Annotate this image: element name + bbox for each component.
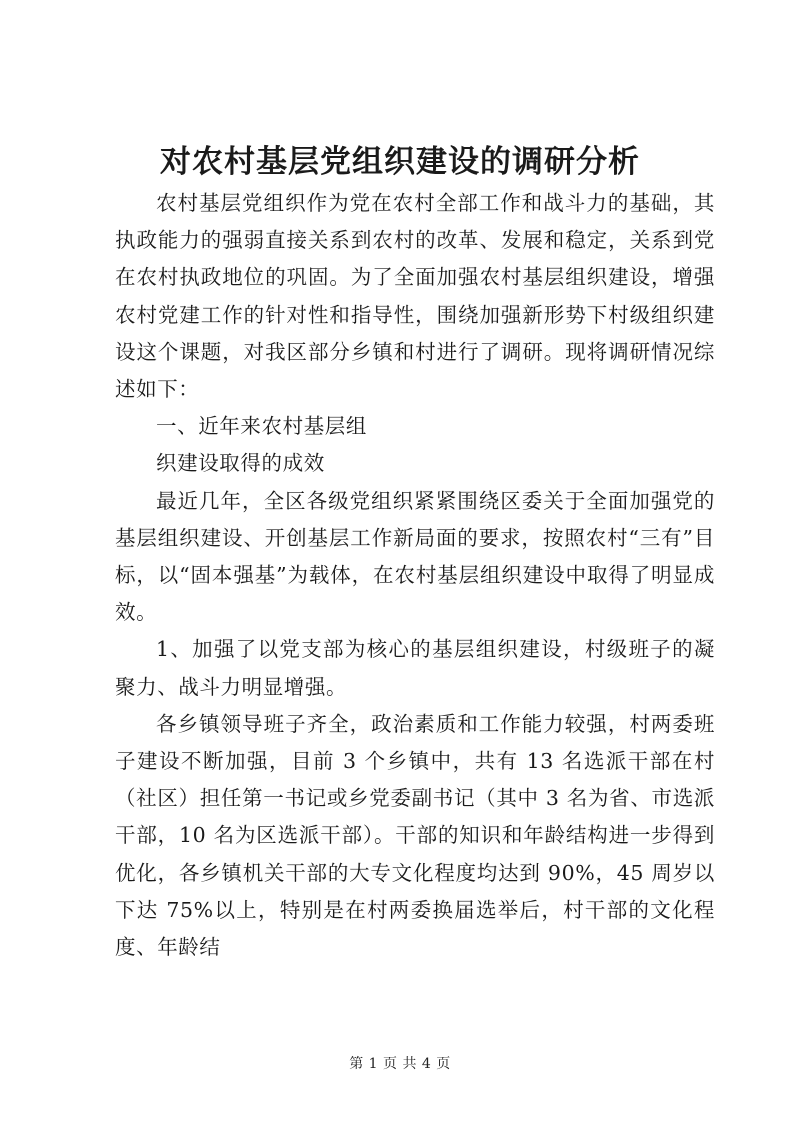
paragraph-point-1: 1、加强了以党支部为核心的基层组织建设，村级班子的凝聚力、战斗力明显增强。 [115,637,715,699]
paragraph-details: 各乡镇领导班子齐全，政治素质和工作能力较强，村两委班子建设不断加强，目前 3 个乡镇中，共有 13 名选派干部在村（社区）担任第一书记或乡党委副书记（其中 3 名为省、市选派干部，10 名为区选派干部）。干部的知识和年龄结构进一步得到优化，各乡镇机关干部的大专文化程度均达到 90%，45 周岁以下达 75%以上，特别是在村两委换届选举后，村干部的文化程度、年龄结 [115,711,715,960]
document-body [115,185,715,966]
paragraph-achievements: 最近几年，全区各级党组织紧紧围绕区委关于全面加强党的基层组织建设、开创基层工作新局面的要求，按照农村“三有”目标，以“固本强基”为载体，在农村基层组织建设中取得了明显成效。 [115,488,715,625]
section-heading-line-1: 一、近年来农村基层组 [156,414,367,439]
document-title: 对农村基层党组织建设的调研分析 [160,144,640,180]
page-footer: 第 1 页 共 4 页 [349,1056,451,1072]
section-heading-line-2: 织建设取得的成效 [156,451,325,476]
paragraph-intro: 农村基层党组织作为党在农村全部工作和战斗力的基础，其执政能力的强弱直接关系到农村的改革、发展和稳定，关系到党在农村执政地位的巩固。为了全面加强农村基层组织建设，增强农村党建工作的针对性和指导性，围绕加强新形势下村级组织建设这个课题，对我区部分乡镇和村进行了调研。现将调研情况综述如下： [115,191,715,402]
